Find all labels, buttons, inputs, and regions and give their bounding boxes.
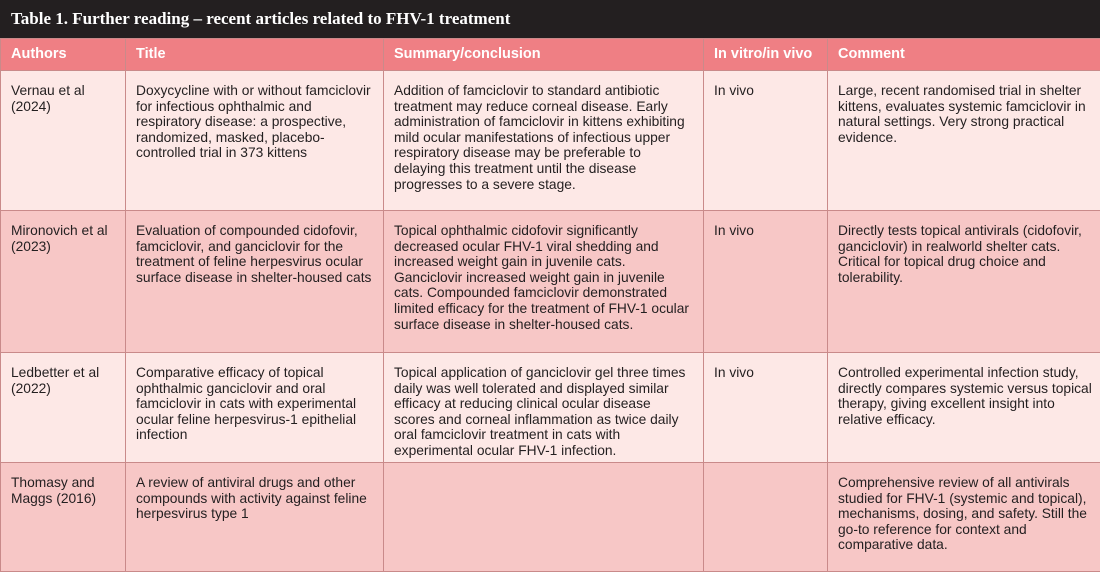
cell-title: Comparative efficacy of topical ophthalmic ganciclovir and oral famciclovir in cats with experimental ocular feline herpesvirus-1 epithelial infection	[126, 353, 384, 463]
cell-title: Doxycycline with or without famciclovir for infectious ophthalmic and respiratory disease: a prospective, randomized, masked, placebo-controlled trial in 373 kittens	[126, 71, 384, 211]
header-summary: Summary/conclusion	[384, 39, 704, 71]
cell-study-type: In vivo	[704, 71, 828, 211]
cell-authors: Thomasy and Maggs (2016)	[1, 463, 126, 572]
cell-study-type: In vivo	[704, 353, 828, 463]
table-caption	[0, 0, 1100, 38]
cell-summary: Topical ophthalmic cidofovir significantly decreased ocular FHV-1 viral shedding and increased weight gain in juvenile cats. Ganciclovir increased weight gain in juvenile cats. Compounded famciclovir demonstrated limited efficacy for the treatment of FHV-1 ocular surface disease in shelter-housed cats.	[384, 211, 704, 353]
cell-summary: Addition of famciclovir to standard antibiotic treatment may reduce corneal disease. Early administration of famciclovir in kittens exhibiting mild ocular manifestations of infectious upper respiratory disease may be preferable to delaying this treatment until the disease progresses to a severe stage.	[384, 71, 704, 211]
further-reading-table	[0, 38, 1100, 572]
cell-authors: Ledbetter et al (2022)	[1, 353, 126, 463]
table-caption-text: Further reading – recent articles related to FHV-1 treatment	[72, 9, 510, 28]
cell-authors: Mironovich et al (2023)	[1, 211, 126, 353]
cell-summary	[384, 463, 704, 572]
header-comment: Comment	[828, 39, 1100, 71]
table-header-row	[1, 39, 1100, 71]
cell-title: Evaluation of compounded cidofovir, famciclovir, and ganciclovir for the treatment of feline herpesvirus ocular surface disease in shelter-housed cats	[126, 211, 384, 353]
header-authors: Authors	[1, 39, 126, 71]
cell-comment: Large, recent randomised trial in shelter kittens, evaluates systemic famciclovir in natural settings. Very strong practical evidence.	[828, 71, 1100, 211]
table-row	[1, 211, 1100, 353]
cell-title: A review of antiviral drugs and other compounds with activity against feline herpesvirus type 1	[126, 463, 384, 572]
cell-comment: Directly tests topical antivirals (cidofovir, ganciclovir) in realworld shelter cats. Critical for topical drug choice and tolerability.	[828, 211, 1100, 353]
table-caption-label: Table 1.	[11, 9, 68, 28]
cell-summary: Topical application of ganciclovir gel three times daily was well tolerated and displayed similar efficacy at reducing clinical ocular disease scores and corneal inflammation as twice daily oral famciclovir treatment in cats with experimental ocular FHV-1 infection.	[384, 353, 704, 463]
header-study-type: In vitro/in vivo	[704, 39, 828, 71]
table-row	[1, 71, 1100, 211]
cell-study-type: In vivo	[704, 211, 828, 353]
cell-authors: Vernau et al (2024)	[1, 71, 126, 211]
cell-comment: Comprehensive review of all antivirals studied for FHV-1 (systemic and topical), mechanisms, dosing, and safety. Still the go-to reference for context and comparative data.	[828, 463, 1100, 572]
table-row	[1, 353, 1100, 463]
cell-study-type	[704, 463, 828, 572]
header-title: Title	[126, 39, 384, 71]
cell-comment: Controlled experimental infection study, directly compares systemic versus topical therapy, giving excellent insight into relative efficacy.	[828, 353, 1100, 463]
table-row	[1, 463, 1100, 572]
